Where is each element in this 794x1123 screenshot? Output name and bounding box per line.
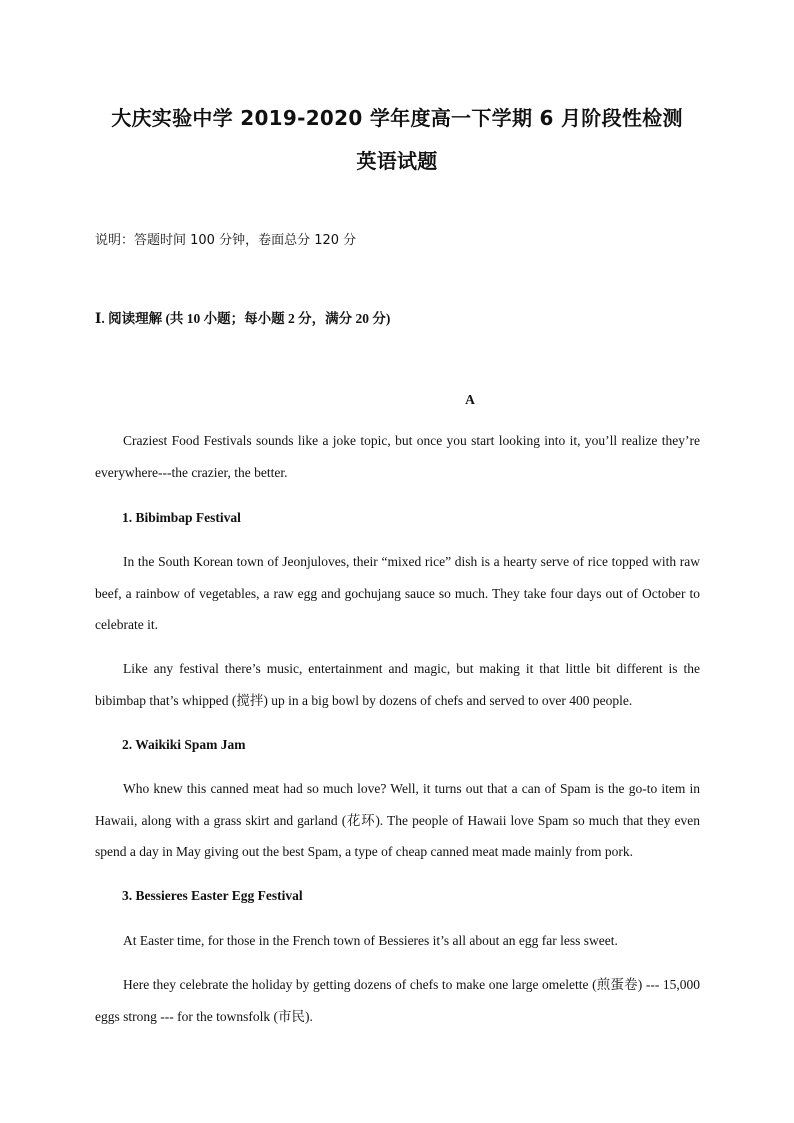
item-1-paragraph-2: Like any festival there’s music, entertainment and magic, but making it that little bit different is the bibimbap that’s whipped (搅拌) up in a big bowl by dozens of chefs and served to over 400 people.: [95, 661, 700, 708]
item-3-paragraph-1: At Easter time, for those in the French town of Bessieres it’s all about an egg far less sweet.: [123, 933, 618, 948]
item-heading-1: 1. Bibimbap Festival: [122, 510, 241, 525]
item-3-paragraph-2: Here they celebrate the holiday by getting dozens of chefs to make one large omelette (煎蛋卷) --- 15,000 eggs strong --- for the townsfolk (市民).: [95, 977, 700, 1024]
item-2-paragraph-1: Who knew this canned meat had so much love? Well, it turns out that a can of Spam is the go-to item in Hawaii, along with a grass skirt and garland (花环). The people of Hawaii love Spam so much that they even spend a day in May giving out the best Spam, a type of cheap canned meat made mainly from pork.: [95, 781, 700, 859]
intro-paragraph: Craziest Food Festivals sounds like a joke topic, but once you start looking into it, you’ll realize they’re everywhere---the crazier, the better.: [95, 433, 700, 480]
item-heading-3: 3. Bessieres Easter Egg Festival: [122, 888, 303, 903]
exam-instructions: 说明：答题时间 100 分钟，卷面总分 120 分: [95, 233, 357, 248]
exam-subtitle: 英语试题: [356, 149, 438, 173]
passage-letter: A: [465, 392, 475, 407]
exam-title: 大庆实验中学 2019-2020 学年度高一下学期 6 月阶段性检测: [111, 106, 683, 130]
item-1-paragraph-1: In the South Korean town of Jeonjuloves, their “mixed rice” dish is a hearty serve of rice topped with raw beef, a rainbow of vegetables, a raw egg and gochujang sauce so much. They take four days out of October to celebrate it.: [95, 554, 700, 632]
item-heading-2: 2. Waikiki Spam Jam: [122, 737, 246, 752]
section-title: Ⅰ. 阅读理解 (共 10 小题；每小题 2 分，满分 20 分): [95, 311, 391, 326]
